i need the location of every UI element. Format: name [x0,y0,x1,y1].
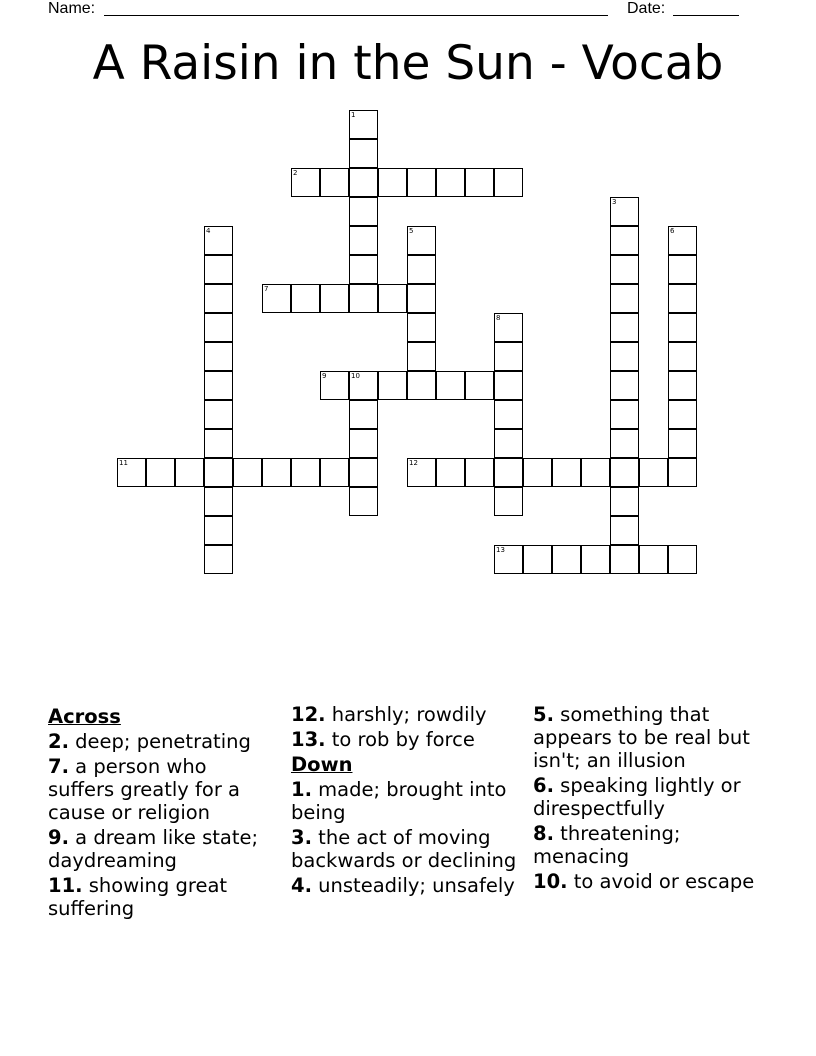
grid-cell[interactable] [204,545,233,574]
grid-cell[interactable] [523,545,552,574]
clue-item-number: 5. [533,703,554,726]
clue-column-1 [48,703,278,922]
clue-item-number: 12. [291,703,326,726]
grid-cell[interactable] [610,313,639,342]
grid-cell[interactable] [349,400,378,429]
clue-number: 5 [409,227,414,235]
grid-cell[interactable] [494,458,523,487]
grid-cell[interactable] [204,284,233,313]
clue-item-text: a dream like state; daydreaming [48,826,259,872]
clue-item-number: 11. [48,874,83,897]
grid-cell[interactable] [668,429,697,458]
grid-cell[interactable] [494,400,523,429]
grid-cell[interactable] [668,313,697,342]
grid-cell[interactable] [610,458,639,487]
clue-item [291,826,523,872]
grid-cell[interactable] [204,313,233,342]
clue-item-text: showing great suffering [48,874,228,920]
grid-cell[interactable] [407,342,436,371]
grid-cell[interactable] [610,371,639,400]
clue-item-number: 9. [48,826,69,849]
grid-cell[interactable] [407,458,436,487]
grid-cell[interactable] [610,429,639,458]
grid-cell[interactable] [407,371,436,400]
clue-number: 1 [351,111,356,119]
grid-cell[interactable] [610,516,639,545]
grid-cell[interactable] [175,458,204,487]
grid-cell[interactable] [262,458,291,487]
clue-item-text: made; brought into being [291,778,507,824]
grid-cell[interactable] [349,458,378,487]
grid-cell[interactable] [291,284,320,313]
grid-cell[interactable] [204,429,233,458]
clue-item-text: deep; penetrating [68,730,251,753]
grid-cell[interactable] [639,545,668,574]
clue-item-number: 2. [48,730,69,753]
clue-item-text: speaking lightly or direspectfully [533,774,741,820]
grid-cell[interactable] [204,342,233,371]
clue-section-heading: Across [48,705,121,728]
clue-item [533,822,773,868]
grid-cell[interactable] [494,545,523,574]
grid-cell[interactable] [204,226,233,255]
clue-item [48,755,278,824]
grid-cell[interactable] [349,139,378,168]
clue-item [48,826,278,872]
grid-cell[interactable] [349,226,378,255]
clue-item-text: to rob by force [325,728,475,751]
grid-cell[interactable] [117,458,146,487]
grid-cell[interactable] [233,458,262,487]
grid-cell[interactable] [639,458,668,487]
clue-item-text: threatening; menacing [533,822,681,868]
grid-cell[interactable] [407,255,436,284]
clue-number: 3 [612,198,617,206]
grid-cell[interactable] [320,371,349,400]
grid-cell[interactable] [610,226,639,255]
grid-cell[interactable] [436,168,465,197]
grid-cell[interactable] [349,110,378,139]
grid-cell[interactable] [668,255,697,284]
grid-cell[interactable] [407,313,436,342]
grid-cell[interactable] [204,516,233,545]
clue-number: 9 [322,372,327,380]
grid-cell[interactable] [146,458,175,487]
grid-cell[interactable] [610,400,639,429]
clue-item [48,874,278,920]
grid-cell[interactable] [610,487,639,516]
grid-cell[interactable] [668,458,697,487]
clue-item-text: to avoid or escape [567,870,755,893]
clue-number: 8 [496,314,501,322]
grid-cell[interactable] [349,197,378,226]
clue-item-number: 10. [533,870,568,893]
grid-cell[interactable] [523,458,552,487]
grid-cell[interactable] [320,168,349,197]
grid-cell[interactable] [436,371,465,400]
grid-cell[interactable] [291,458,320,487]
grid-cell[interactable] [610,342,639,371]
grid-cell[interactable] [407,284,436,313]
grid-cell[interactable] [581,458,610,487]
grid-cell[interactable] [465,458,494,487]
grid-cell[interactable] [204,458,233,487]
grid-cell[interactable] [465,168,494,197]
clue-number: 7 [264,285,269,293]
grid-cell[interactable] [378,284,407,313]
grid-cell[interactable] [552,458,581,487]
clue-item-number: 4. [291,874,312,897]
grid-cell[interactable] [494,168,523,197]
clue-item [533,774,773,820]
grid-cell[interactable] [349,168,378,197]
grid-cell[interactable] [204,255,233,284]
clue-number: 4 [206,227,211,235]
clue-section-heading: Down [291,753,353,776]
grid-cell[interactable] [610,255,639,284]
clue-number: 12 [409,459,418,467]
clue-number: 6 [670,227,675,235]
clue-item-text: unsteadily; unsafely [311,874,515,897]
grid-cell[interactable] [349,371,378,400]
grid-cell[interactable] [668,342,697,371]
clue-item-text: something that appears to be real but isn't; an illusion [533,703,750,772]
grid-cell[interactable] [262,284,291,313]
clue-item-text: the act of moving backwards or declining [291,826,517,872]
clue-item [291,778,523,824]
grid-cell[interactable] [552,545,581,574]
clue-column-3 [533,703,773,895]
grid-cell[interactable] [349,487,378,516]
clue-item-number: 1. [291,778,312,801]
date-label: Date: [627,0,666,17]
name-label: Name: [48,0,96,17]
grid-cell[interactable] [407,168,436,197]
grid-cell[interactable] [349,255,378,284]
clue-item [291,703,523,726]
grid-cell[interactable] [668,226,697,255]
grid-cell[interactable] [494,313,523,342]
clue-item-number: 3. [291,826,312,849]
grid-cell[interactable] [436,458,465,487]
clue-item-number: 6. [533,774,554,797]
grid-cell[interactable] [204,400,233,429]
clue-number: 11 [119,459,128,467]
grid-cell[interactable] [204,487,233,516]
clue-item-number: 7. [48,755,69,778]
grid-cell[interactable] [407,226,436,255]
grid-cell[interactable] [668,371,697,400]
grid-cell[interactable] [204,371,233,400]
grid-cell[interactable] [320,458,349,487]
clue-item [533,703,773,772]
clue-item [533,870,773,893]
grid-cell[interactable] [668,545,697,574]
grid-cell[interactable] [494,429,523,458]
clue-item-number: 13. [291,728,326,751]
clue-item-text: a person who suffers greatly for a cause or religion [48,755,241,824]
grid-cell[interactable] [668,284,697,313]
clue-item [291,874,523,897]
grid-cell[interactable] [581,545,610,574]
grid-cell[interactable] [291,168,320,197]
clue-item-number: 8. [533,822,554,845]
grid-cell[interactable] [494,371,523,400]
grid-cell[interactable] [378,168,407,197]
grid-cell[interactable] [610,545,639,574]
clue-column-2 [291,703,523,899]
grid-cell[interactable] [349,284,378,313]
grid-cell[interactable] [349,429,378,458]
grid-cell[interactable] [378,371,407,400]
grid-cell[interactable] [610,284,639,313]
clue-item-text: harshly; rowdily [325,703,487,726]
clue-number: 2 [293,169,298,177]
grid-cell[interactable] [465,371,494,400]
clue-item [291,728,523,751]
clue-item [48,730,278,753]
grid-cell[interactable] [494,487,523,516]
grid-cell[interactable] [668,400,697,429]
grid-cell[interactable] [610,197,639,226]
grid-cell[interactable] [320,284,349,313]
clue-number: 13 [496,546,505,554]
grid-cell[interactable] [494,342,523,371]
clue-number: 10 [351,372,360,380]
page-title: A Raisin in the Sun - Vocab [92,36,724,91]
